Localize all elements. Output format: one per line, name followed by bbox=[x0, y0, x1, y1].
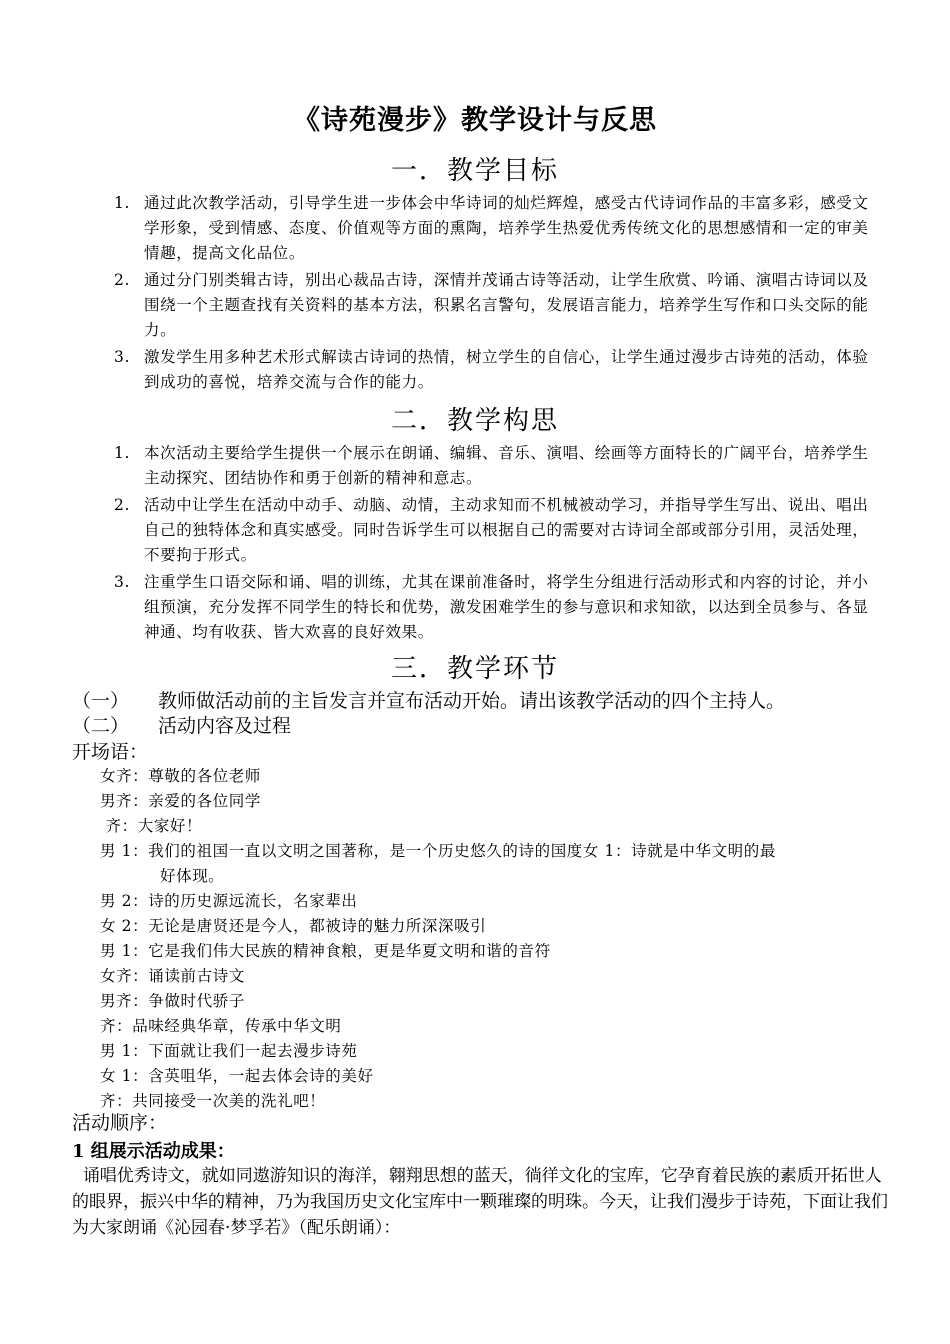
step-two bbox=[72, 714, 902, 738]
step-text: 活动内容及过程 bbox=[158, 715, 292, 737]
dialogue-line: 男齐：亲爱的各位同学 bbox=[100, 792, 262, 810]
list-item bbox=[110, 268, 880, 343]
item-text: 激发学生用多种艺术形式解读古诗词的热情，树立学生的自信心，让学生通过漫步古诗苑的活动，体验到成功的喜悦，培养交流与合作的能力。 bbox=[144, 348, 869, 391]
dialogue-line: 男 1：下面就让我们一起去漫步诗苑 bbox=[100, 1042, 358, 1060]
list-item bbox=[110, 441, 880, 491]
dialogue-line: 男 2：诗的历史源远流长，名家辈出 bbox=[100, 892, 358, 910]
item-number: 1. bbox=[114, 444, 130, 462]
opening-dialogue bbox=[100, 764, 890, 1114]
item-text: 通过此次教学活动，引导学生进一步体会中华诗词的灿烂辉煌，感受古代诗词作品的丰富多彩，感受文学形象，受到情感、态度、价值观等方面的熏陶，培养学生热爱优秀传统文化的思想感情和一定的审美情趣，提高文化品位。 bbox=[144, 194, 869, 262]
step-text: 教师做活动前的主旨发言并宣布活动开始。请出该教学活动的四个主持人。 bbox=[158, 690, 786, 712]
list-item bbox=[110, 493, 880, 568]
item-text: 通过分门别类辑古诗，别出心裁品古诗，深情并茂诵古诗等活动，让学生欣赏、吟诵、演唱古诗词以及围绕一个主题查找有关资料的基本方法，积累名言警句，发展语言能力，培养学生写作和口头交际的能力。 bbox=[144, 271, 869, 339]
dialogue-line: 男 1：我们的祖国一直以文明之国著称，是一个历史悠久的诗的国度女 1：诗就是中华文明的最 bbox=[100, 842, 776, 860]
list-item bbox=[110, 570, 880, 645]
item-text: 注重学生口语交际和诵、唱的训练，尤其在课前准备时，将学生分组进行活动形式和内容的讨论，并小组预演，充分发挥不同学生的特长和优势，激发困难学生的参与意识和求知欲，以达到全员参与、各显神通、均有收获、皆大欢喜的良好效果。 bbox=[144, 573, 869, 641]
item-number: 2. bbox=[114, 496, 130, 514]
step-number: （二） bbox=[72, 715, 130, 737]
item-number: 2. bbox=[114, 271, 130, 289]
dialogue-line: 齐：大家好！ bbox=[100, 817, 203, 835]
list-item bbox=[110, 191, 880, 266]
dialogue-line: 女齐：诵读前古诗文 bbox=[100, 967, 245, 985]
section-heading-steps: 三．教学环节 bbox=[390, 654, 559, 684]
dialogue-line: 女 1：含英咀华，一起去体会诗的美好 bbox=[100, 1067, 374, 1085]
item-number: 3. bbox=[114, 348, 130, 366]
concept-list bbox=[110, 441, 880, 647]
section-heading-goals: 一．教学目标 bbox=[390, 156, 559, 186]
goals-list bbox=[110, 191, 880, 397]
dialogue-line: 齐：共同接受一次美的洗礼吧！ bbox=[100, 1092, 326, 1110]
order-label: 活动顺序： bbox=[72, 1112, 168, 1134]
group1-heading: 1 组展示活动成果： bbox=[72, 1141, 235, 1162]
item-text: 本次活动主要给学生提供一个展示在朗诵、编辑、音乐、演唱、绘画等方面特长的广阔平台，培养学生主动探究、团结协作和勇于创新的精神和意志。 bbox=[144, 444, 869, 487]
dialogue-line: 齐：品味经典华章，传承中华文明 bbox=[100, 1017, 342, 1035]
list-item bbox=[110, 345, 880, 395]
item-number: 3. bbox=[114, 573, 130, 591]
dialogue-line: 好体现。 bbox=[160, 867, 225, 885]
dialogue-line: 男齐：争做时代骄子 bbox=[100, 992, 245, 1010]
group1-paragraph: 诵唱优秀诗文，就如同遨游知识的海洋，翱翔思想的蓝天，徜徉文化的宝库，它孕育着民族的素质开拓世人的眼界，振兴中华的精神，乃为我国历史文化宝库中一颗璀璨的明珠。今天，让我们漫步于诗苑，下面让我们为大家朗诵《沁园春·梦孚若》（配乐朗诵）： bbox=[72, 1166, 888, 1238]
item-number: 1. bbox=[114, 194, 130, 212]
item-text: 活动中让学生在活动中动手、动脑、动情，主动求知而不机械被动学习，并指导学生写出、说出、唱出自己的独特体念和真实感受。同时告诉学生可以根据自己的需要对古诗词全部或部分引用，灵活处理，不要拘于形式。 bbox=[144, 496, 869, 564]
dialogue-line: 男 1：它是我们伟大民族的精神食粮，更是华夏文明和谐的音符 bbox=[100, 942, 551, 960]
opening-label: 开场语： bbox=[72, 741, 149, 763]
step-number: （一） bbox=[72, 690, 130, 712]
document-title: 《诗苑漫步》教学设计与反思 bbox=[293, 105, 657, 136]
dialogue-line: 女 2：无论是唐贤还是今人，都被诗的魅力所深深吸引 bbox=[100, 917, 487, 935]
dialogue-line: 女齐：尊敬的各位老师 bbox=[100, 767, 262, 785]
section-heading-concept: 二．教学构思 bbox=[390, 406, 559, 436]
step-one bbox=[72, 689, 902, 713]
